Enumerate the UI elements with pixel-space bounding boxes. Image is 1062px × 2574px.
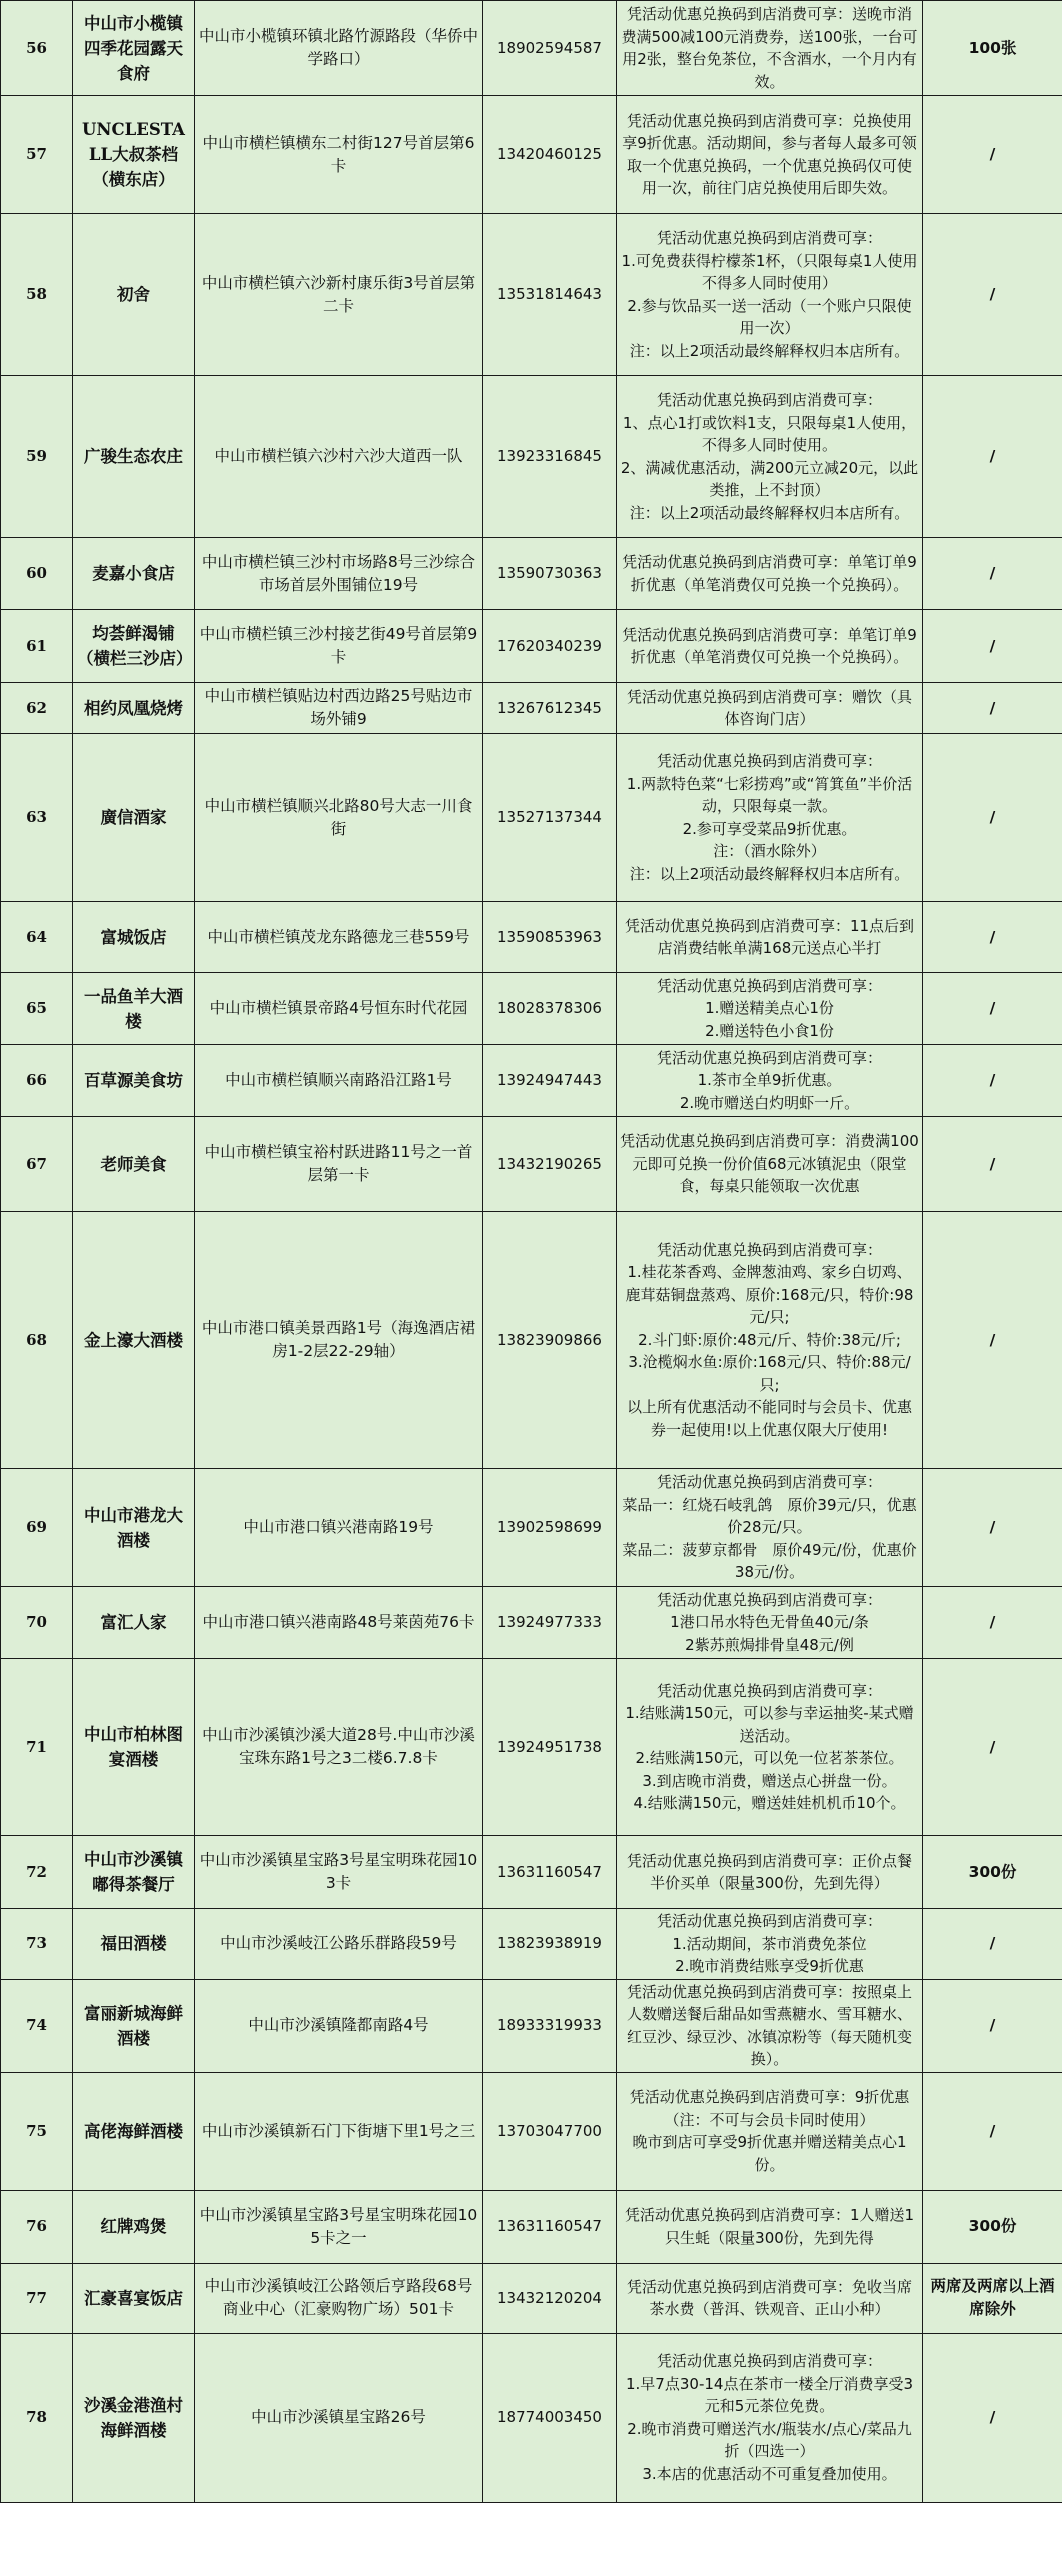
merchant-phone: 13432190265 [483,1117,617,1212]
merchant-phone: 13590730363 [483,538,617,610]
row-number: 71 [1,1659,73,1836]
offer-line: 1.桂花茶香鸡、金牌葱油鸡、家乡白切鸡、鹿茸菇铜盘蒸鸡、原价:168元/只，特价:98元/只; [625,1263,914,1327]
offer-details [617,2263,923,2333]
merchant-address: 中山市沙溪镇岐江公路领后亨路段68号商业中心（汇豪购物广场）501卡 [195,2263,483,2333]
offer-details [617,902,923,973]
row-number: 68 [1,1212,73,1469]
offer-details [617,734,923,902]
offer-line: 凭活动优惠兑换码到店消费可享： [656,391,882,409]
offer-details [617,1045,923,1117]
merchant-address: 中山市横栏镇三沙村接艺街49号首层第9卡 [195,610,483,683]
row-number: 57 [1,96,73,214]
row-number: 58 [1,214,73,376]
offer-details [617,2072,923,2190]
offer-line: 凭活动优惠兑换码到店消费可享： [656,1473,882,1492]
offer-line: 注：以上2项活动最终解释权归本店所有。 [629,503,910,522]
offer-line: 凭活动优惠兑换码到店消费可享：免收当席茶水费（普洱、铁观音、正山小种） [626,2277,912,2318]
offer-line: 3.本店的优惠活动不可重复叠加使用。 [642,2464,897,2483]
merchant-name: 富丽新城海鲜酒楼 [73,1979,195,2072]
offer-quantity: / [923,1117,1062,1212]
offer-quantity: / [923,214,1062,376]
merchant-name: 高佬海鲜酒楼 [73,2072,195,2190]
offer-line: 凭活动优惠兑换码到店消费可享： [656,1681,882,1700]
offer-quantity: / [923,1909,1062,1980]
offer-line: 凭活动优惠兑换码到店消费可享： [656,752,882,770]
row-number: 61 [1,610,73,683]
offer-line: 1.结账满150元，可以参与幸运抽奖-某式赠送活动。 [625,1704,914,1745]
offer-line: 凭活动优惠兑换码到店消费可享：送晚市消费满500减100元消费券，送100张，一台可用2张，整台免茶位，不含酒水，一个月内有效。 [621,5,918,91]
offer-quantity: 300份 [923,2190,1062,2263]
table-row [1,2190,1062,2263]
merchant-phone: 18028378306 [483,973,617,1045]
merchant-name: 沙溪金港渔村海鲜酒楼 [73,2333,195,2502]
offer-details [617,1469,923,1587]
merchant-phone: 13924951738 [483,1659,617,1836]
merchant-address: 中山市港口镇美景西路1号（海逸酒店裙房1-2层22-29轴） [195,1212,483,1469]
merchant-phone: 13420460125 [483,96,617,214]
merchant-phone: 13923316845 [483,376,617,538]
merchant-phone: 13531814643 [483,214,617,376]
row-number: 64 [1,902,73,973]
offer-details [617,2333,923,2502]
table-row [1,96,1062,214]
offer-line: 凭活动优惠兑换码到店消费可享：1人赠送1只生蚝（限量300份，先到先得 [624,2206,915,2247]
table-row [1,1,1062,96]
offer-line: 凭活动优惠兑换码到店消费可享： [656,1912,882,1930]
offer-line: 1.早7点30-14点在茶市一楼全厅消费享受3元和5元茶位免费。 [626,2374,913,2415]
offer-details [617,2190,923,2263]
offer-quantity: 两席及两席以上酒席除外 [923,2263,1062,2333]
offer-details [617,96,923,214]
offer-line: 1.两款特色菜“七彩捞鸡”或“筲箕鱼”半价活动，只限每桌一款。 [626,774,913,815]
offer-quantity: / [923,1979,1062,2072]
merchant-address: 中山市沙溪镇新石门下街塘下里1号之三 [195,2072,483,2190]
offer-line: 2、满减优惠活动，满200元立减20元，以此类推，上不封顶） [620,458,919,499]
offer-line: 凭活动优惠兑换码到店消费可享： [656,229,882,247]
merchant-phone: 18774003450 [483,2333,617,2502]
offer-line: 注：以上2项活动最终解释权归本店所有。 [629,341,910,360]
offer-quantity: / [923,610,1062,683]
offer-line: 2紫苏煎焗排骨皇48元/例 [685,1635,854,1654]
merchant-name: UNCLESTALL大叔茶档（横东店） [73,96,195,214]
offer-line: 1.可免费获得柠檬茶1杯，（只限每桌1人使用不得多人同时使用） [621,251,918,292]
offer-quantity: 100张 [923,1,1062,96]
table-row [1,214,1062,376]
merchant-address: 中山市沙溪镇星宝路3号星宝明珠花园103卡 [195,1836,483,1909]
offer-quantity: / [923,973,1062,1045]
merchant-address: 中山市港口镇兴港南路48号莱茵苑76卡 [195,1587,483,1659]
offer-line: 1港口吊水特色无骨鱼40元/条 [670,1613,869,1632]
merchant-name: 中山市沙溪镇嘟得茶餐厅 [73,1836,195,1909]
offer-details [617,1659,923,1836]
offer-line: 2.斗门虾:原价:48元/斤、特价:38元/斤; [638,1330,901,1349]
offer-line: 4.结账满150元，赠送娃娃机机币10个。 [633,1794,906,1812]
offer-line: 1.活动期间，茶市消费免茶位 [672,1934,867,1953]
table-row [1,2072,1062,2190]
offer-quantity: / [923,1659,1062,1836]
offer-quantity: / [923,1469,1062,1587]
offer-line: 3.到店晚市消费，赠送点心拼盘一份。 [642,1771,897,1790]
merchant-address: 中山市横栏镇宝裕村跃进路11号之一首层第一卡 [195,1117,483,1212]
offer-quantity: / [923,2072,1062,2190]
row-number: 60 [1,538,73,610]
offer-line: 注：以上2项活动最终解释权归本店所有。 [629,864,910,883]
offer-details [617,1,923,96]
offer-details [617,376,923,538]
offer-line: 菜品一：红烧石岐乳鸽 原价39元/只，优惠价28元/只。 [622,1495,917,1537]
merchant-address: 中山市沙溪镇星宝路3号星宝明珠花园105卡之一 [195,2190,483,2263]
offer-details [617,1979,923,2072]
merchant-phone: 13823938919 [483,1909,617,1980]
merchant-phone: 18902594587 [483,1,617,96]
table-row [1,2263,1062,2333]
merchant-name: 中山市港龙大酒楼 [73,1469,195,1587]
merchant-phone: 17620340239 [483,610,617,683]
merchant-address: 中山市横栏镇贴边村西边路25号贴边市场外铺9 [195,683,483,734]
merchant-phone: 13703047700 [483,2072,617,2190]
merchant-name: 汇豪喜宴饭店 [73,2263,195,2333]
offer-line: 1、点心1打或饮料1支，只限每桌1人使用，不得多人同时使用。 [622,413,917,454]
merchant-name: 相约凤凰烧烤 [73,683,195,734]
offer-line: 凭活动优惠兑换码到店消费可享： [656,1240,882,1259]
offer-line: 凭活动优惠兑换码到店消费可享： [656,976,882,995]
row-number: 66 [1,1045,73,1117]
offer-quantity: / [923,96,1062,214]
merchant-address: 中山市横栏镇横东二村街127号首层第6卡 [195,96,483,214]
offer-line: 3.沧榄焖水鱼:原价:168元/只、特价:88元/只; [628,1353,911,1394]
table-body [1,1,1062,2503]
offer-line: 菜品二：菠萝京都骨 原价49元/份，优惠价38元/份。 [622,1540,917,1582]
offer-line: 凭活动优惠兑换码到店消费可享：按照桌上人数赠送餐后甜品如雪燕糖水、雪耳糖水、红豆沙、绿豆沙、冰镇凉粉等（每天随机变换）。 [626,1982,912,2068]
offer-line: 凭活动优惠兑换码到店消费可享：消费满100元即可兑换一份价值68元冰镇泥虫（限堂食，每桌只能领取一次优惠 [620,1132,919,1196]
offer-line: 凭活动优惠兑换码到店消费可享： [656,1590,882,1609]
offer-details [617,973,923,1045]
merchant-name: 广骏生态农庄 [73,376,195,538]
offer-details [617,1836,923,1909]
merchant-address: 中山市沙溪镇星宝路26号 [195,2333,483,2502]
merchant-name: 金上濠大酒楼 [73,1212,195,1469]
offer-quantity: / [923,376,1062,538]
offer-line: 凭活动优惠兑换码到店消费可享：正价点餐半价买单（限量300份，先到先得） [626,1851,912,1892]
table-row [1,610,1062,683]
merchant-phone: 13527137344 [483,734,617,902]
merchant-phone: 13631160547 [483,2190,617,2263]
row-number: 62 [1,683,73,734]
offer-quantity: / [923,1212,1062,1469]
offer-quantity: / [923,1587,1062,1659]
offer-details [617,610,923,683]
merchant-address: 中山市沙溪镇沙溪大道28号.中山市沙溪宝珠东路1号之3二楼6.7.8卡 [195,1659,483,1836]
offer-line: 2.晚市消费结账享受9折优惠 [675,1957,864,1975]
merchant-address: 中山市横栏镇三沙村市场路8号三沙综合市场首层外围铺位19号 [195,538,483,610]
table-row [1,1045,1062,1117]
table-row [1,902,1062,973]
offer-line: 2.赠送特色小食1份 [705,1021,834,1040]
row-number: 59 [1,376,73,538]
offer-line: 2.晚市消费可赠送汽水/瓶装水/点心/菜品九折（四选一） [627,2419,912,2460]
merchant-name: 红牌鸡煲 [73,2190,195,2263]
offer-line: 凭活动优惠兑换码到店消费可享： [656,1048,882,1067]
row-number: 78 [1,2333,73,2502]
table-row [1,683,1062,734]
offer-line: 1.赠送精美点心1份 [705,999,834,1018]
offer-quantity: / [923,902,1062,973]
offer-quantity: / [923,1045,1062,1117]
table-row [1,1469,1062,1587]
merchant-address: 中山市横栏镇六沙村六沙大道西一队 [195,376,483,538]
table-row [1,1659,1062,1836]
offer-line: 凭活动优惠兑换码到店消费可享：兑换使用享9折优惠。活动期间，参与者每人最多可领取一个优惠兑换码，一个优惠兑换码仅可使用一次，前往门店兑换使用后即失效。 [622,111,917,197]
table-row [1,1117,1062,1212]
offer-quantity: / [923,683,1062,734]
offer-details [617,1212,923,1469]
table-row [1,973,1062,1045]
merchant-phone: 13924947443 [483,1045,617,1117]
row-number: 67 [1,1117,73,1212]
offer-quantity: 300份 [923,1836,1062,1909]
merchant-address: 中山市沙溪岐江公路乐群路段59号 [195,1909,483,1980]
table-row [1,734,1062,902]
table-row [1,1979,1062,2072]
table-row [1,1587,1062,1659]
offer-line: 晚市到店可享受9折优惠并赠送精美点心1份。 [632,2133,907,2174]
merchant-phone: 13823909866 [483,1212,617,1469]
offer-quantity: / [923,734,1062,902]
merchant-name: 廣信酒家 [73,734,195,902]
offer-details [617,538,923,610]
offer-line: 凭活动优惠兑换码到店消费可享： [656,2352,882,2370]
row-number: 56 [1,1,73,96]
merchant-name: 均荟鲜渴铺（横栏三沙店） [73,610,195,683]
merchant-phone: 13902598699 [483,1469,617,1587]
row-number: 72 [1,1836,73,1909]
merchant-address: 中山市横栏镇顺兴北路80号大志一川食街 [195,734,483,902]
offer-line: 凭活动优惠兑换码到店消费可享：赠饮（具体咨询门店） [626,687,912,728]
offer-details [617,1587,923,1659]
row-number: 75 [1,2072,73,2190]
merchant-name: 百草源美食坊 [73,1045,195,1117]
merchant-name: 初舍 [73,214,195,376]
merchant-address: 中山市港口镇兴港南路19号 [195,1469,483,1587]
merchant-address: 中山市横栏镇茂龙东路德龙三巷559号 [195,902,483,973]
merchant-phone: 13590853963 [483,902,617,973]
offer-quantity: / [923,538,1062,610]
offer-line: 凭活动优惠兑换码到店消费可享：单笔订单9折优惠（单笔消费仅可兑换一个兑换码）。 [622,553,917,594]
merchant-name: 福田酒楼 [73,1909,195,1980]
merchant-name: 老师美食 [73,1117,195,1212]
merchant-name: 中山市小榄镇四季花园露天食府 [73,1,195,96]
offer-line: 1.茶市全单9折优惠。 [697,1071,842,1090]
merchant-name: 富汇人家 [73,1587,195,1659]
table-row [1,376,1062,538]
offer-details [617,683,923,734]
merchant-name: 中山市柏林图宴酒楼 [73,1659,195,1836]
merchant-name: 富城饭店 [73,902,195,973]
table-row [1,1909,1062,1980]
offer-line: 注：（酒水除外） [713,842,826,860]
merchant-name: 麦嘉小食店 [73,538,195,610]
row-number: 76 [1,2190,73,2263]
offer-line: 凭活动优惠兑换码到店消费可享：9折优惠（注：不可与会员卡同时使用） [629,2088,910,2129]
offer-quantity: / [923,2333,1062,2502]
offer-line: 凭活动优惠兑换码到店消费可享：单笔订单9折优惠（单笔消费仅可兑换一个兑换码）。 [622,625,917,666]
offer-line: 2.结账满150元，可以免一位茗茶茶位。 [635,1749,904,1767]
offer-line: 2.晚市赠送白灼明虾一斤。 [679,1093,860,1112]
merchant-name: 一品鱼羊大酒楼 [73,973,195,1045]
row-number: 69 [1,1469,73,1587]
table-row [1,2333,1062,2502]
merchant-address: 中山市沙溪镇隆都南路4号 [195,1979,483,2072]
merchant-phone: 13432120204 [483,2263,617,2333]
merchant-phone: 13924977333 [483,1587,617,1659]
merchant-phone: 18933319933 [483,1979,617,2072]
row-number: 65 [1,973,73,1045]
merchant-address: 中山市横栏镇顺兴南路沿江路1号 [195,1045,483,1117]
row-number: 74 [1,1979,73,2072]
offer-details [617,1909,923,1980]
table-row [1,538,1062,610]
row-number: 73 [1,1909,73,1980]
row-number: 63 [1,734,73,902]
merchant-phone: 13631160547 [483,1836,617,1909]
offer-details [617,214,923,376]
offer-line: 以上所有优惠活动不能同时与会员卡、优惠券一起使用!以上优惠仅限大厅使用! [626,1398,912,1439]
offer-line: 凭活动优惠兑换码到店消费可享：11点后到店消费结帐单满168元送点心半打 [624,916,915,957]
offer-line: 2.参与饮品买一送一活动（一个账户只限使用一次） [627,296,912,337]
merchant-address: 中山市小榄镇环镇北路竹源路段（华侨中学路口） [195,1,483,96]
merchant-address: 中山市横栏镇六沙新村康乐街3号首层第二卡 [195,214,483,376]
offer-line: 2.参可享受菜品9折优惠。 [682,819,857,838]
row-number: 70 [1,1587,73,1659]
table-row [1,1836,1062,1909]
merchant-address: 中山市横栏镇景帝路4号恒东时代花园 [195,973,483,1045]
table-row [1,1212,1062,1469]
row-number: 77 [1,2263,73,2333]
offer-details [617,1117,923,1212]
merchant-phone: 13267612345 [483,683,617,734]
